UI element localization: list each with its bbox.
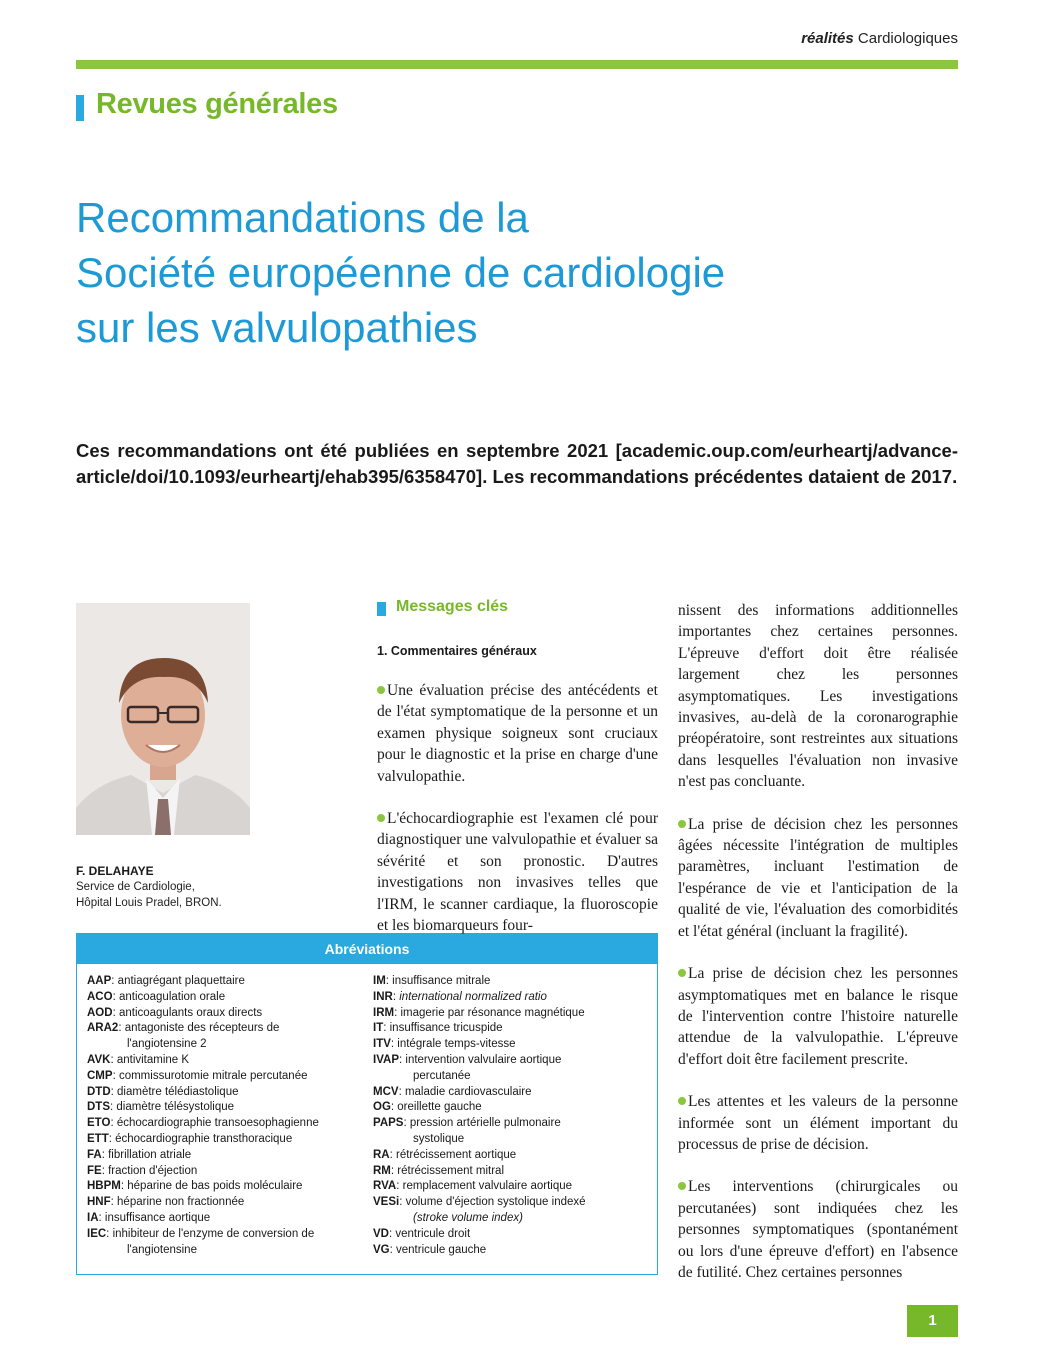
- journal-name: Cardiologiques: [857, 30, 958, 47]
- abbreviations-title: Abréviations: [77, 934, 657, 964]
- abbreviation-definition: l'angiotensine 2: [127, 1038, 207, 1051]
- abbreviation-definition: (stroke volume index): [413, 1211, 523, 1224]
- abbreviation-row: [373, 1148, 653, 1164]
- author-affiliation-line-1: Service de Cardiologie,: [76, 881, 195, 893]
- abbreviation-separator: :: [390, 1101, 398, 1114]
- abbreviation-definition: anticoagulation orale: [118, 990, 226, 1003]
- abbreviation-definition: insuffisance aortique: [104, 1211, 211, 1224]
- abbreviation-definition: intervention valvulaire aortique: [405, 1053, 562, 1066]
- messages-title: Messages clés: [396, 598, 509, 615]
- key-message: [678, 963, 958, 1070]
- abbreviation-row: [87, 1227, 362, 1243]
- abbreviation-row: [373, 1021, 653, 1037]
- abbreviation-separator: :: [112, 1006, 119, 1019]
- abbreviation-definition: diamètre télédiastolique: [117, 1085, 239, 1098]
- abbreviation-definition: intégrale temps-vitesse: [397, 1038, 516, 1051]
- abbreviation-definition: diamètre télésystolique: [116, 1101, 235, 1114]
- key-message: [377, 808, 658, 936]
- author-affiliation: [76, 879, 222, 911]
- abbreviation-term: FE: [87, 1164, 102, 1177]
- abbreviation-row: [373, 1227, 653, 1243]
- abbreviation-row: [373, 1195, 653, 1211]
- abbreviation-separator: :: [389, 1148, 397, 1161]
- abbreviation-row: [87, 1116, 362, 1132]
- abbreviation-term: HBPM: [87, 1180, 121, 1193]
- abbreviation-row: [87, 1132, 362, 1148]
- abbreviation-definition: inhibiteur de l'enzyme de conversion de: [112, 1227, 315, 1240]
- abbreviation-row: [87, 1211, 362, 1227]
- abbreviation-separator: :: [110, 1117, 117, 1130]
- abbreviation-term: ACO: [87, 990, 113, 1003]
- abbreviation-row: [87, 1085, 362, 1101]
- abbreviation-separator: :: [389, 1243, 397, 1256]
- abbreviation-row: [87, 1164, 362, 1180]
- abbreviation-row: [87, 1006, 362, 1022]
- abbreviation-term: IM: [373, 975, 386, 987]
- abbreviation-term: ETO: [87, 1117, 111, 1130]
- abbreviation-separator: :: [110, 1196, 118, 1209]
- abbreviation-separator: :: [120, 1180, 128, 1193]
- bullet-icon: [678, 1097, 686, 1105]
- abbreviation-row: [373, 1132, 653, 1148]
- abbreviation-definition: échocardiographie transoesophagienne: [116, 1117, 319, 1130]
- abbreviation-row: [373, 1243, 653, 1259]
- journal-header: [801, 30, 958, 47]
- abbreviation-row: [373, 1116, 653, 1132]
- abbreviation-row: [87, 1195, 362, 1211]
- abbreviation-definition: insuffisance mitrale: [392, 975, 491, 987]
- abbreviation-definition: rétrécissement mitral: [397, 1164, 504, 1177]
- abbreviation-term: AVK: [87, 1053, 111, 1066]
- abbreviation-definition: antiagrégant plaquettaire: [117, 975, 245, 987]
- abbreviation-definition: remplacement valvulaire aortique: [402, 1180, 573, 1193]
- abbreviations-right-column: [373, 974, 653, 1258]
- messages-column-right: [678, 600, 958, 1283]
- author-affiliation-line-2: Hôpital Louis Pradel, BRON.: [76, 897, 222, 909]
- abbreviation-row: [373, 1037, 653, 1053]
- abbreviation-term: CMP: [87, 1069, 113, 1082]
- key-message-text: La prise de décision chez les personnes âgées nécessite l'intégration de multiples paramètres, incluant l'estimation de l'espérance de vie et l'anticipation de la qualité de vie, l'évaluation des comorbidités et l'état général (incluant la fragilité).: [678, 815, 958, 940]
- key-message-text: L'échocardiographie est l'examen clé pour diagnostiquer une valvulopathie et évaluer sa sévérité et son pronostic. D'autres investigations non invasives telles que l'IRM, le scanner cardiaque, la fluoroscopie et les biomarqueurs four-: [377, 810, 658, 935]
- abbreviation-definition: maladie cardiovasculaire: [404, 1085, 532, 1098]
- abbreviation-term: DTS: [87, 1101, 110, 1114]
- key-message: [678, 1176, 958, 1283]
- abbreviations-box: [76, 933, 658, 1275]
- abbreviation-row: [87, 990, 362, 1006]
- abbreviation-row: [87, 1021, 362, 1037]
- abbreviation-term: AAP: [87, 975, 112, 987]
- abbreviation-separator: :: [111, 975, 118, 987]
- abbreviation-row: [373, 1179, 653, 1195]
- author-portrait-illustration: [76, 603, 250, 835]
- article-intro: Ces recommandations ont été publiées en septembre 2021 [academic.oup.com/eurheartj/advance-article/doi/10.1093/eurheartj/ehab395/6358470]. Les recommandations précédentes dataient de 2017.: [76, 440, 958, 487]
- article-title-line-3: sur les valvulopathies: [76, 304, 478, 351]
- abbreviation-term: RVA: [373, 1180, 397, 1193]
- key-message-text: La prise de décision chez les personnes asymptomatiques met en balance le risque de l'intervention contre l'histoire naturelle attendue de la valvulopathie. L'épreuve d'effort doit être facilement prescrite.: [678, 965, 958, 1068]
- abbreviation-definition: percutanée: [413, 1069, 471, 1082]
- abbreviation-separator: :: [112, 990, 119, 1003]
- abbreviation-definition: anticoagulants oraux directs: [118, 1006, 263, 1019]
- article-title: [76, 190, 936, 355]
- key-message: [678, 1091, 958, 1155]
- key-message: [377, 680, 658, 787]
- abbreviation-row: [87, 974, 362, 990]
- abbreviation-row: [373, 1100, 653, 1116]
- abbreviation-term: ITV: [373, 1038, 391, 1051]
- abbreviation-row: [373, 1211, 653, 1227]
- bullet-icon: [377, 814, 385, 822]
- abbreviation-separator: :: [383, 1022, 390, 1035]
- abbreviation-row: [87, 1037, 362, 1053]
- abbreviation-term: FA: [87, 1148, 102, 1161]
- abbreviation-row: [87, 1069, 362, 1085]
- abbreviation-separator: :: [110, 1085, 118, 1098]
- abbreviation-definition: l'angiotensine: [127, 1243, 197, 1256]
- abbreviation-definition: héparine de bas poids moléculaire: [127, 1180, 303, 1193]
- abbreviation-definition: rétrécissement aortique: [396, 1148, 517, 1161]
- bullet-icon: [678, 969, 686, 977]
- abbreviation-separator: :: [388, 1227, 396, 1240]
- abbreviation-term: VD: [373, 1227, 389, 1240]
- abbreviation-row: [87, 1179, 362, 1195]
- abbreviation-term: AOD: [87, 1006, 113, 1019]
- key-message-text: Les interventions (chirurgicales ou percutanées) sont indiquées chez les personnes symptomatiques (spontanément ou lors d'une épreuve d'effort) en l'absence de futilité. Chez certaines personnes: [678, 1178, 958, 1281]
- abbreviation-separator: :: [392, 990, 400, 1003]
- abbreviation-row: [373, 1053, 653, 1069]
- abbreviation-term: IVAP: [373, 1053, 399, 1066]
- author-portrait: [76, 603, 250, 835]
- abbreviation-term: RA: [373, 1148, 390, 1161]
- section-title: Revues générales: [96, 88, 338, 120]
- abbreviation-separator: :: [98, 1211, 105, 1224]
- abbreviation-definition: fraction d'éjection: [108, 1164, 198, 1177]
- abbreviation-term: MCV: [373, 1085, 399, 1098]
- abbreviation-row: [87, 1053, 362, 1069]
- abbreviation-row: [373, 990, 653, 1006]
- abbreviation-definition: oreillette gauche: [397, 1101, 482, 1114]
- abbreviation-term: IEC: [87, 1227, 107, 1240]
- abbreviation-definition: échocardiographie transthoracique: [115, 1132, 293, 1145]
- abbreviation-row: [373, 1069, 653, 1085]
- abbreviation-separator: :: [106, 1227, 113, 1240]
- abbreviation-row: [373, 1164, 653, 1180]
- abbreviation-separator: :: [390, 1164, 398, 1177]
- messages-marker: [377, 602, 386, 616]
- abbreviation-separator: :: [110, 1101, 117, 1114]
- abbreviation-term: VESi: [373, 1196, 400, 1209]
- abbreviation-definition: fibrillation atriale: [108, 1148, 192, 1161]
- abbreviation-term: ETT: [87, 1132, 109, 1145]
- author-name: F. DELAHAYE: [76, 864, 154, 878]
- abbreviation-separator: :: [110, 1053, 117, 1066]
- abbreviation-separator: :: [118, 1022, 125, 1035]
- messages-column-middle: [377, 680, 658, 936]
- messages-subtitle: 1. Commentaires généraux: [377, 644, 537, 658]
- abbreviation-definition: ventricule droit: [395, 1227, 471, 1240]
- abbreviation-definition: antagoniste des récepteurs de: [124, 1022, 280, 1035]
- abbreviation-separator: :: [398, 1085, 405, 1098]
- bullet-icon: [678, 1182, 686, 1190]
- abbreviation-term: ARA2: [87, 1022, 119, 1035]
- abbreviation-separator: :: [399, 1196, 406, 1209]
- abbreviation-separator: :: [101, 1164, 109, 1177]
- abbreviation-definition: commissurotomie mitrale percutanée: [118, 1069, 308, 1082]
- abbreviation-definition: systolique: [413, 1132, 465, 1145]
- page-number: 1: [907, 1305, 958, 1337]
- abbreviation-separator: :: [108, 1132, 116, 1145]
- abbreviation-term: RM: [373, 1164, 391, 1177]
- key-message-text: Une évaluation précise des antécédents et de l'état symptomatique de la personne et un examen physique soigneux sont cruciaux pour le diagnostic et la prise en charge d'une valvulopathie.: [377, 682, 658, 785]
- abbreviation-separator: :: [399, 1053, 406, 1066]
- article-title-line-1: Recommandations de la: [76, 194, 529, 241]
- abbreviation-term: IRM: [373, 1006, 395, 1019]
- abbreviation-definition: international normalized ratio: [399, 990, 547, 1003]
- abbreviation-separator: :: [101, 1148, 109, 1161]
- abbreviation-row: [87, 1100, 362, 1116]
- abbreviation-separator: :: [112, 1069, 119, 1082]
- article-title-line-2: Société européenne de cardiologie: [76, 249, 726, 296]
- abbreviation-definition: héparine non fractionnée: [117, 1196, 245, 1209]
- abbreviation-row: [373, 1085, 653, 1101]
- abbreviation-term: PAPS: [373, 1117, 404, 1130]
- abbreviation-term: OG: [373, 1101, 391, 1114]
- header-rule: [76, 60, 958, 69]
- abbreviation-separator: :: [403, 1117, 410, 1130]
- abbreviation-term: INR: [373, 990, 393, 1003]
- key-message-continuation: nissent des informations additionnelles importantes chez certaines personnes. L'épreuve d'effort doit être réalisée largement chez les personnes asymptomatiques. Les investigations invasives, au-delà de la coronarographie préopératoire, sont restreintes aux situations dans lesquelles l'évaluation non invasive n'est pas concluante.: [678, 602, 958, 791]
- key-message: [678, 814, 958, 942]
- abbreviation-row: [87, 1148, 362, 1164]
- abbreviation-row: [373, 1006, 653, 1022]
- abbreviation-definition: insuffisance tricuspide: [389, 1022, 503, 1035]
- abbreviation-definition: ventricule gauche: [396, 1243, 487, 1256]
- abbreviation-separator: :: [390, 1038, 398, 1051]
- abbreviation-term: IA: [87, 1211, 99, 1224]
- abbreviation-separator: :: [396, 1180, 403, 1193]
- abbreviations-left-column: [87, 974, 362, 1258]
- abbreviation-row: [373, 974, 653, 990]
- abbreviation-term: VG: [373, 1243, 390, 1256]
- bullet-icon: [377, 686, 385, 694]
- abbreviation-term: DTD: [87, 1085, 111, 1098]
- journal-prefix: réalités: [801, 30, 854, 47]
- key-message-text: Les attentes et les valeurs de la personne informée sont un élément important du processus de prise de décision.: [678, 1093, 958, 1153]
- abbreviation-separator: :: [394, 1006, 401, 1019]
- section-marker: [76, 95, 84, 121]
- abbreviation-definition: volume d'éjection systolique indexé: [405, 1196, 586, 1209]
- abbreviation-definition: antivitamine K: [116, 1053, 190, 1066]
- abbreviation-definition: imagerie par résonance magnétique: [400, 1006, 585, 1019]
- abbreviation-term: HNF: [87, 1196, 111, 1209]
- abbreviation-separator: :: [385, 975, 393, 987]
- bullet-icon: [678, 820, 686, 828]
- abbreviation-term: IT: [373, 1022, 384, 1035]
- abbreviation-definition: pression artérielle pulmonaire: [409, 1117, 561, 1130]
- abbreviation-row: [87, 1243, 362, 1259]
